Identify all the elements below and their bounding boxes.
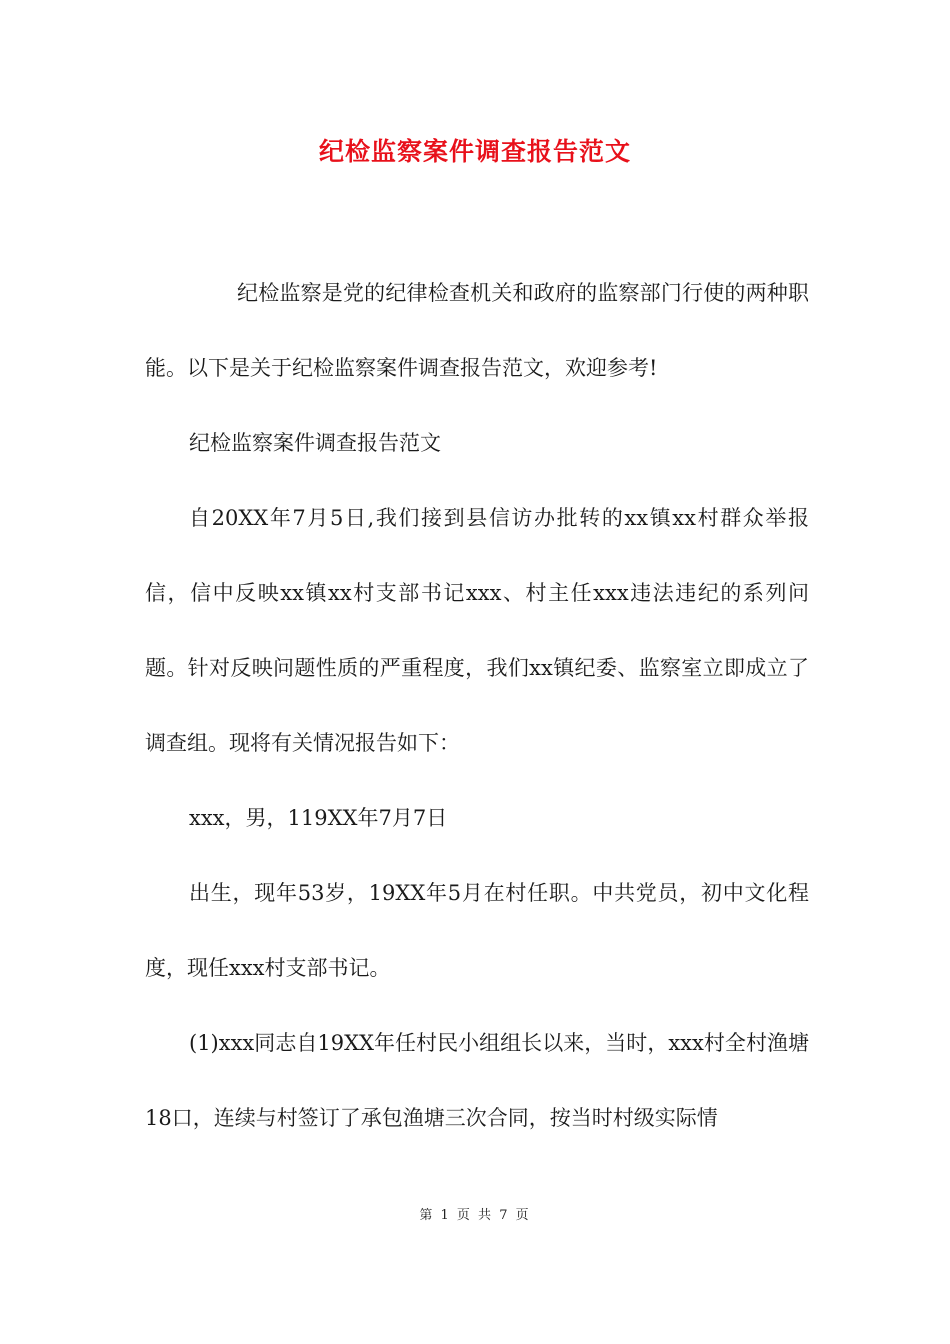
page-number-footer: 第 1 页 共 7 页 bbox=[419, 1208, 531, 1223]
document-title: 纪检监察案件调查报告范文 bbox=[318, 137, 631, 166]
subheading-paragraph: 纪检监察案件调查报告范文 bbox=[189, 431, 441, 455]
document-body bbox=[145, 256, 809, 1156]
person-info-paragraph: xxx，男，119XX年7月7日 bbox=[189, 806, 448, 830]
report-paragraph: 自20XX年7月5日,我们接到县信访办批转的xx镇xx村群众举报信，信中反映xx镇xx村支部书记xxx、村主任xxx违法违纪的系列问题。针对反映问题性质的严重程度，我们xx镇纪委、监察室立即成立了调查组。现将有关情况报告如下： bbox=[145, 506, 809, 755]
intro-paragraph: 纪检监察是党的纪律检查机关和政府的监察部门行使的两种职能。以下是关于纪检监察案件调查报告范文，欢迎参考! bbox=[145, 281, 809, 380]
background-paragraph: 出生，现年53岁，19XX年5月在村任职。中共党员，初中文化程度，现任xxx村支部书记。 bbox=[145, 881, 809, 980]
item-one-paragraph: (1)xxx同志自19XX年任村民小组组长以来，当时，xxx村全村渔塘18口，连续与村签订了承包渔塘三次合同，按当时村级实际情 bbox=[145, 1031, 809, 1130]
